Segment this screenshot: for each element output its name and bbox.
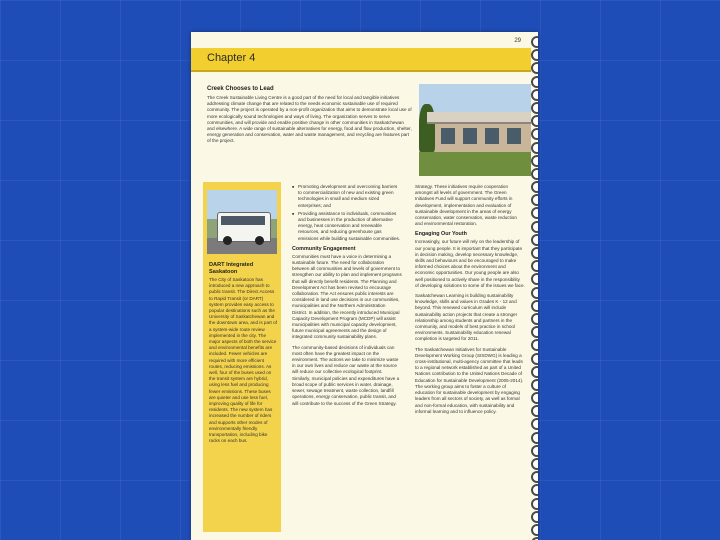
paragraph: Saskatchewan Learning is building sustainability knowledge, skills and values in Grades K - 12 and beyond. This renewed curriculum will include sustainability action projects that create a stronger relationship among students and partners in the community, and models of best practice in school environments. Sustainability education renewal completion is targeted for 2011. [415,293,518,342]
paragraph: The community-based decisions of individuals can most often have the greatest impact on the environment. The actions we take to minimize waste in our own lives and reduce our waste at the source will reduce our collective ecological footprint. Similarly, municipal policies and expenditures have a broad scope of public services in water, drainage, sewer, sewage treatment, waste collection, landfill operations, energy conservation, public transit, and will contribute to the success of the Green Strategy. [292,344,400,406]
chapter-banner [191,38,531,72]
section-heading: Engaging Our Youth [415,231,467,238]
spiral-binding [531,36,538,536]
sidebar-box [203,182,281,532]
page-number: 29 [514,38,521,44]
section-heading: Community Engagement [292,245,356,252]
chapter-title: Chapter 4 [207,52,256,64]
intro-title: Creek Chooses to Lead [207,86,274,92]
bus-photo [207,190,277,254]
sidebar-text: The City of Saskatoon has introduced a new approach to public transit. The Direct Access to Rapid Transit (or DART) system provides easy access to popular destinations such as the University of Saskatchewan and the downtown area, and is part of a system-wide route review implemented in the city. The major aspects of both the service and environmental benefits are included. Fewer vehicles are required with more efficient routes, reducing emissions. As well, four of the buses used on the transit system are hybrid, using less fuel and producing fewer emissions. These buses are quieter and use less fuel, improving quality of life for residents. The new system has increased the number of riders and supports other modes of environmentally friendly transportation, including bike racks on each bus. [209,277,277,444]
paragraph: The Saskatchewan Initiatives for Sustainable Development Working Group (SISDWG) is leading a cross-institutional, multi-agency committee that leads to a regional network established as part of a United Nations contribution to the United Nations Decade of Education for Sustainable Development (2005-2014). The working group aims to foster a culture of education for sustainable development by engaging leaders from all sectors of society, as well as formal and non-formal education, with sustainability and informal learning and to influence policy. [415,346,524,414]
paragraph: Strategy. These initiatives require cooperation amongst all levels of government. The Green Initiatives Fund will support community efforts in development, implementation and evaluation of sustainable development in the areas of energy conservation, water conservation, waste reduction and environmental restoration. [415,184,517,227]
list-item: ■ Providing assistance to individuals, communities and businesses in the production of alternative energy, heat conservation and renewable resources, and reducing greenhouse gas emissions while building sustainable communities. [292,211,402,242]
intro-text: The Creek Sustainable Living Centre is a good part of the need for local and tangible initiatives addressing climate change that are related to the needs economic sustainable use of required community. The project is operated by a non-profit organization that aims to demonstrate local use of more ecologically sound technologies and ways of living. The organization serves to serve communities, and will provide and enable positive change in other communities in Saskatchewan and elsewhere. A wide range of sustainable alternatives for energy, food and flow production, shelter, energy generation and conservation, water and waste management, and recycling are features part of the project. [207,95,412,144]
paragraph: Increasingly, our future will rely on the leadership of our young people. It is important that they participate in decision making, develop necessary knowledge, skills and behaviours and be encouraged to make informed choices about the environment and economic opportunities. Our young people are also well positioned to actively share in the responsibility of developing solutions to some of the issues we face. [415,239,525,288]
document-page [191,32,538,540]
middle-column [292,184,402,534]
paragraph: Communities must have a voice in determining a sustainable future. The need for collaboration between all communities and levels of government to strengthen our ability to plan and implement programs that will directly benefit residents. The Planning and Development Act has been revised to encourage collaboration. The Act ensures public interests are considered in land use decisions in our communities, municipalities and the Northern Administration District. In addition, the recently introduced Municipal Capacity Development Program (MCDP) will assist municipalities with municipal capacity development, future municipal agreements and the design of integrated community sustainability plans. [292,253,402,340]
right-column [415,184,525,534]
building-photo [419,84,531,176]
sidebar-title: DART Integrated Saskatoon [209,262,254,275]
list-item: ■ Promoting development and overcoming barriers to commercialization of new and existing green technologies in small and medium sized enterprises; and [292,184,402,209]
